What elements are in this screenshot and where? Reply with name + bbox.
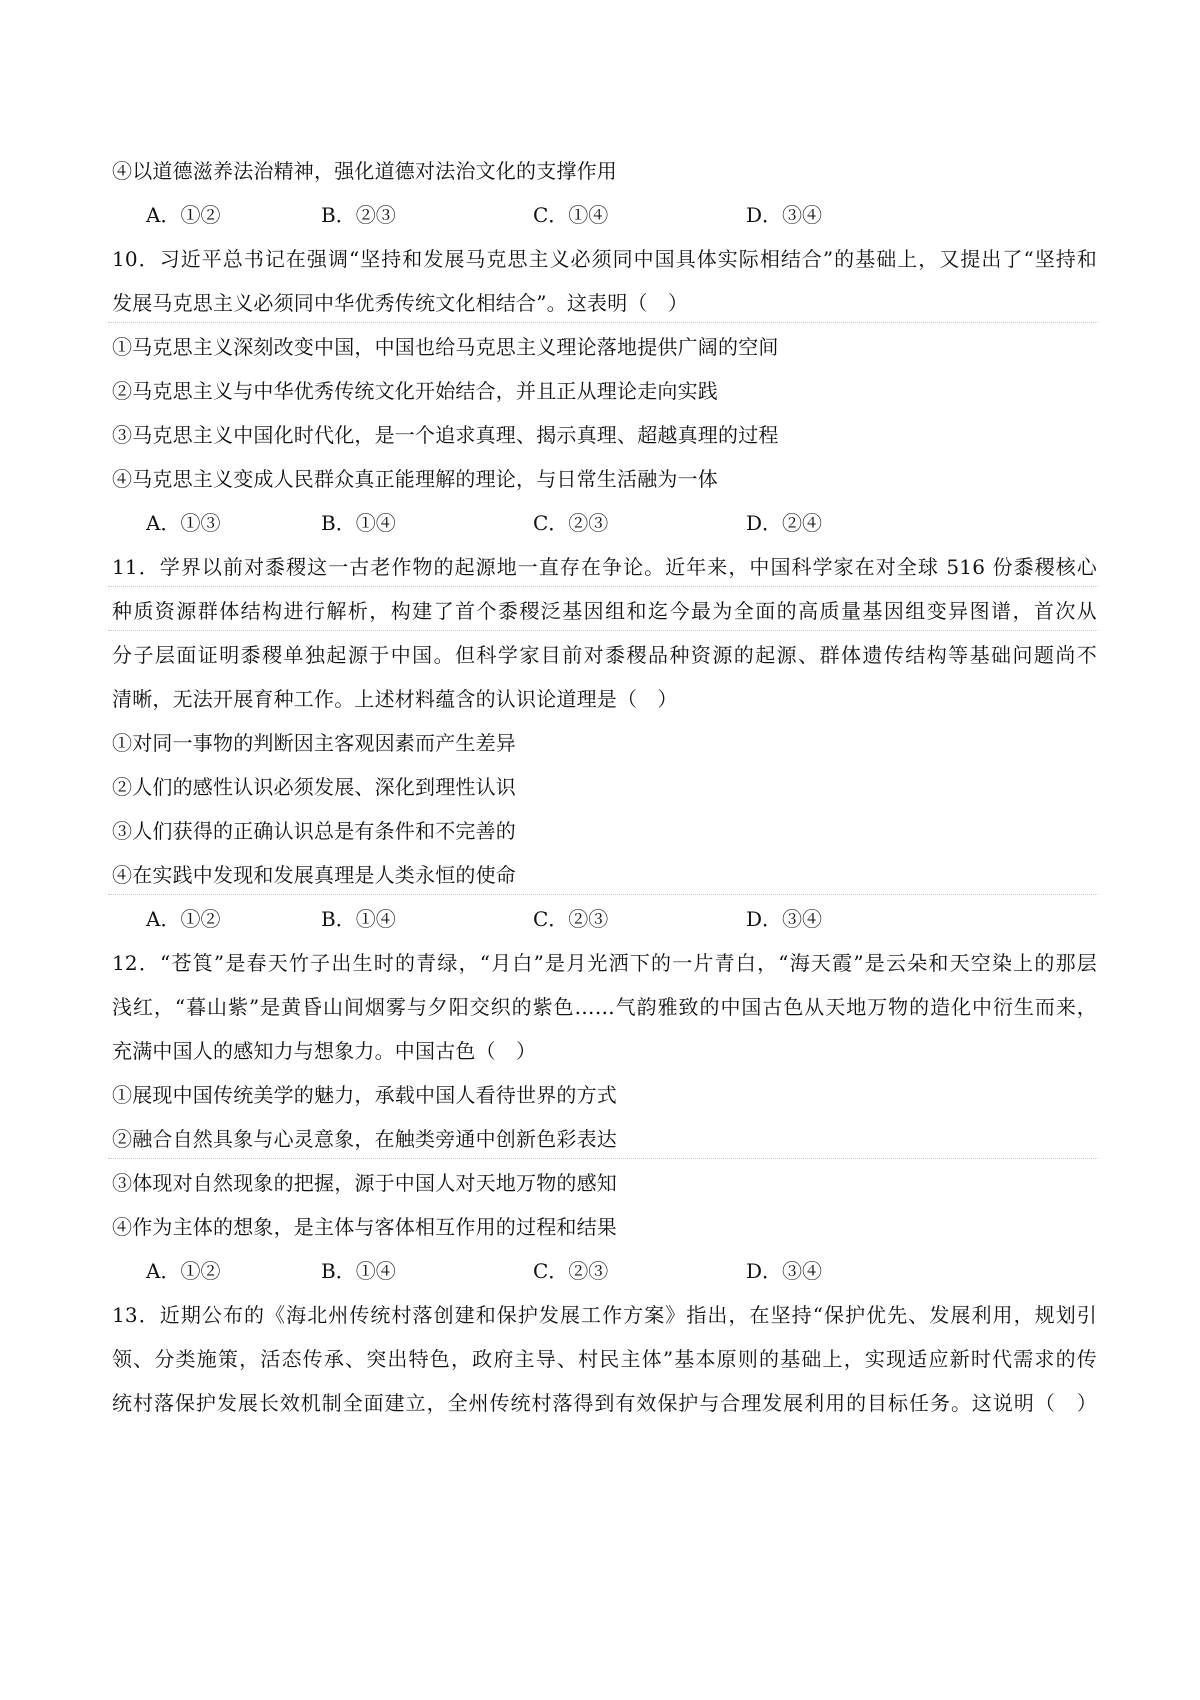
- dotted-divider: [108, 630, 1098, 631]
- q12-stem-line-2: 浅红，“暮山紫”是黄昏山间烟雾与夕阳交织的紫色……气韵雅致的中国古色从天地万物的造化中衍生而来，: [112, 995, 1097, 1019]
- q12-choice-d: D．③④: [746, 1259, 823, 1283]
- q10-option-3: ③马克思主义中国化时代化，是一个追求真理、揭示真理、超越真理的过程: [112, 423, 779, 447]
- q10-choice-d: D．②④: [746, 511, 823, 535]
- dotted-divider: [108, 586, 1098, 587]
- q10-option-4: ④马克思主义变成人民群众真正能理解的理论，与日常生活融为一体: [112, 467, 718, 491]
- q11-choice-d: D．③④: [746, 907, 823, 931]
- q11-stem-line-4: 清晰，无法开展育种工作。上述材料蕴含的认识论道理是（ ）: [112, 687, 678, 711]
- q11-choice-c: C．②③: [533, 907, 609, 931]
- q11-answer-choices: [146, 905, 846, 933]
- q13-stem-line-1: 13．近期公布的《海北州传统村落创建和保护发展工作方案》指出，在坚持“保护优先、发展利用，规划引: [112, 1303, 1097, 1327]
- q11-choice-b: B．①④: [321, 907, 396, 931]
- dotted-divider: [108, 322, 1098, 323]
- q10-choice-a: A．①③: [146, 511, 221, 535]
- q12-option-1: ①展现中国传统美学的魅力，承载中国人看待世界的方式: [112, 1083, 617, 1107]
- q11-option-3: ③人们获得的正确认识总是有条件和不完善的: [112, 819, 516, 843]
- q12-stem-line-3: 充满中国人的感知力与想象力。中国古色（ ）: [112, 1039, 537, 1063]
- q11-choice-a: A．①②: [146, 907, 221, 931]
- q12-choice-a: A．①②: [146, 1259, 221, 1283]
- q11-option-1: ①对同一事物的判断因主客观因素而产生差异: [112, 731, 516, 755]
- q10-choice-b: B．①④: [321, 511, 396, 535]
- q12-stem-line-1: 12．“苍筤”是春天竹子出生时的青绿，“月白”是月光洒下的一片青白，“海天霞”是云朵和天空染上的那层: [112, 951, 1097, 975]
- q12-choice-b: B．①④: [321, 1259, 396, 1283]
- q10-option-1: ①马克思主义深刻改变中国，中国也给马克思主义理论落地提供广阔的空间: [112, 335, 779, 359]
- q9-choice-a: A．①②: [146, 203, 221, 227]
- dotted-divider: [108, 1158, 1098, 1159]
- q11-option-2: ②人们的感性认识必须发展、深化到理性认识: [112, 775, 516, 799]
- q12-option-4: ④作为主体的想象，是主体与客体相互作用的过程和结果: [112, 1215, 617, 1239]
- q9-choice-b: B．②③: [321, 203, 396, 227]
- q13-stem-line-2: 领、分类施策，活态传承、突出特色，政府主导、村民主体”基本原则的基础上，实现适应新时代需求的传: [112, 1347, 1097, 1371]
- q10-option-2: ②马克思主义与中华优秀传统文化开始结合，并且正从理论走向实践: [112, 379, 718, 403]
- q10-answer-choices: [146, 509, 846, 537]
- dotted-divider: [108, 894, 1098, 895]
- q13-stem-line-3: 统村落保护发展长效机制全面建立，全州传统村落得到有效保护与合理发展利用的目标任务。这说明（ ）: [112, 1391, 1097, 1415]
- q12-answer-choices: [146, 1257, 846, 1285]
- q11-stem-line-2: 种质资源群体结构进行解析，构建了首个黍稷泛基因组和迄今最为全面的高质量基因组变异图谱，首次从: [112, 599, 1097, 623]
- q12-option-3: ③体现对自然现象的把握，源于中国人对天地万物的感知: [112, 1171, 617, 1195]
- q12-choice-c: C．②③: [533, 1259, 609, 1283]
- q12-option-2: ②融合自然具象与心灵意象，在触类旁通中创新色彩表达: [112, 1127, 617, 1151]
- q9-answer-choices: [146, 201, 846, 229]
- q10-choice-c: C．②③: [533, 511, 609, 535]
- q10-stem-line-1: 10．习近平总书记在强调“坚持和发展马克思主义必须同中国具体实际相结合”的基础上，又提出了“坚持和: [112, 247, 1097, 271]
- q11-stem-line-3: 分子层面证明黍稷单独起源于中国。但科学家目前对黍稷品种资源的起源、群体遗传结构等基础问题尚不: [112, 643, 1097, 667]
- q9-choice-d: D．③④: [746, 203, 823, 227]
- q11-option-4: ④在实践中发现和发展真理是人类永恒的使命: [112, 863, 516, 887]
- q9-choice-c: C．①④: [533, 203, 609, 227]
- q9-option-4: ④以道德滋养法治精神，强化道德对法治文化的支撑作用: [112, 159, 617, 183]
- q10-stem-line-2: 发展马克思主义必须同中华优秀传统文化相结合”。这表明（ ）: [112, 291, 689, 315]
- q11-stem-line-1: 11．学界以前对黍稷这一古老作物的起源地一直存在争论。近年来，中国科学家在对全球 516 份黍稷核心: [112, 555, 1097, 579]
